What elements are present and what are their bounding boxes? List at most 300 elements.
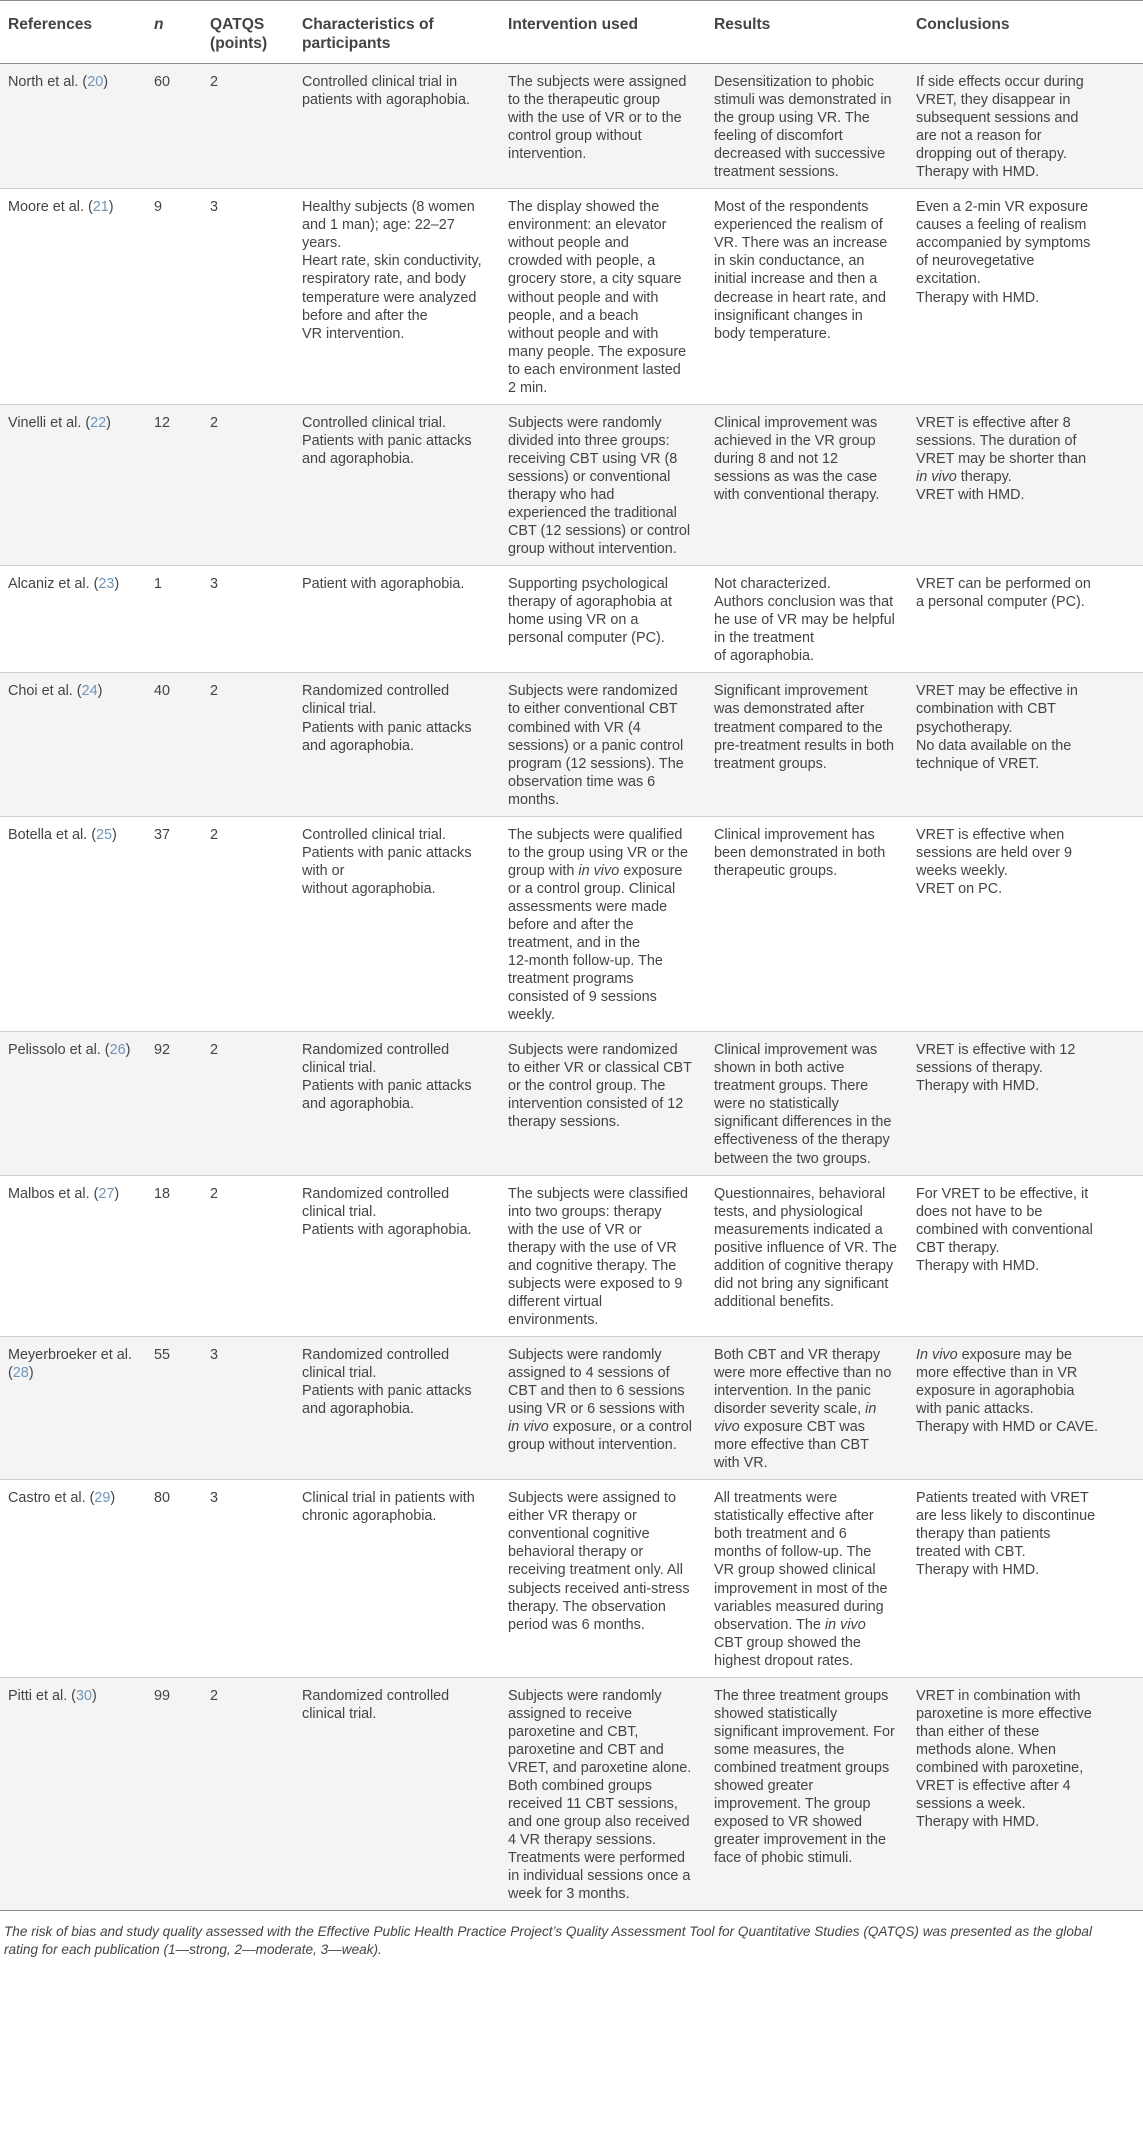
- cell-reference: [0, 566, 146, 673]
- reference-close: ): [28, 1365, 34, 1381]
- cell-text: group without intervention.: [508, 1437, 677, 1454]
- cell-line: environments.: [508, 1311, 599, 1328]
- reference-link[interactable]: 30: [75, 1687, 92, 1704]
- cell-results: [706, 816, 908, 1032]
- cell-line: [916, 1400, 1135, 1418]
- cell-line: many people. The exposure: [508, 343, 687, 360]
- cell-line: in individual sessions once a: [508, 1868, 691, 1885]
- table-footnote: [0, 1911, 1143, 1959]
- cell-text: CBT and then to 6 sessions: [508, 1383, 685, 1400]
- column-header-line: (points): [210, 35, 268, 52]
- cell-qatqs: 2: [202, 1032, 294, 1175]
- cell-line: [916, 1346, 1135, 1364]
- cell-text: both treatment and 6: [714, 1526, 847, 1543]
- cell-line: does not have to be: [916, 1203, 1043, 1220]
- cell-line: [508, 1418, 698, 1436]
- cell-line: with the use of VR or: [508, 1221, 642, 1238]
- cell-intervention: [500, 566, 706, 673]
- reference-link[interactable]: 27: [98, 1185, 115, 1202]
- cell-line: measurements indicated a: [714, 1221, 883, 1238]
- cell-line: The subjects were assigned: [508, 74, 687, 90]
- cell-line: subjects received anti-stress: [508, 1580, 690, 1597]
- cell-line: face of phobic stimuli.: [714, 1850, 853, 1867]
- cell-line: causes a feeling of realism: [916, 217, 1087, 234]
- cell-line: sessions) or a panic control: [508, 737, 684, 754]
- cell-line: Significant improvement: [714, 683, 868, 700]
- cell-conclusions: [908, 1480, 1143, 1677]
- table-header: [0, 1, 1143, 64]
- cell-line: VRET is effective after 4: [916, 1777, 1071, 1794]
- table-body: [0, 64, 1143, 1911]
- reference-author: Vinelli et al. (: [8, 414, 91, 431]
- cell-line: without agoraphobia.: [302, 880, 436, 897]
- reference-link[interactable]: 28: [12, 1365, 29, 1381]
- cell-text: treatment, and in the: [508, 935, 640, 952]
- cell-line: Both combined groups: [508, 1777, 652, 1794]
- reference-close: ): [114, 1185, 120, 1202]
- cell-line: Subjects were assigned to: [508, 1490, 676, 1507]
- cell-line: therapy sessions.: [508, 1114, 620, 1131]
- cell-line: clinical trial.: [302, 1365, 377, 1381]
- cell-line: to each environment lasted: [508, 361, 681, 378]
- cell-line: with conventional therapy.: [714, 486, 880, 503]
- cell-line: [916, 432, 1135, 450]
- cell-line: [508, 880, 698, 898]
- cell-text: exposure in agoraphobia: [916, 1383, 1075, 1400]
- cell-line: VRET can be performed on: [916, 576, 1091, 593]
- cell-line: [714, 1525, 900, 1543]
- cell-line: Clinical trial in patients with: [302, 1490, 475, 1507]
- cell-text: or a control group. Clinical: [508, 880, 676, 897]
- italic-text: vivo: [714, 1419, 740, 1436]
- cell-intervention: [500, 404, 706, 565]
- cell-intervention: [500, 816, 706, 1032]
- cell-line: before and after the: [302, 307, 428, 324]
- cell-results: [706, 404, 908, 565]
- cell-text: highest dropout rates.: [714, 1652, 854, 1669]
- cell-line: For VRET to be effective, it: [916, 1185, 1089, 1202]
- reference-close: ): [112, 826, 117, 843]
- cell-conclusions: [908, 1032, 1143, 1175]
- cell-line: environment: an elevator: [508, 217, 667, 234]
- cell-line: [508, 1364, 698, 1382]
- cell-line: were no statistically: [714, 1096, 839, 1113]
- cell-line: [714, 1382, 900, 1400]
- cell-text: statistically effective after: [714, 1508, 874, 1525]
- cell-text: were more effective than no: [714, 1365, 892, 1381]
- cell-text: to the group using VR or the: [508, 844, 688, 861]
- cell-line: [508, 1436, 698, 1454]
- cell-n: 55: [146, 1336, 202, 1479]
- column-header-references: [0, 1, 146, 64]
- reference-link[interactable]: 23: [98, 576, 115, 593]
- cell-line: significant improvement. For: [714, 1723, 895, 1740]
- cell-line: paroxetine and CBT,: [508, 1723, 639, 1740]
- cell-line: excitation.: [916, 271, 981, 288]
- cell-line: VRET may be effective in: [916, 683, 1078, 700]
- cell-characteristics: [294, 1677, 500, 1911]
- cell-line: than either of these: [916, 1723, 1040, 1740]
- cell-n: 80: [146, 1480, 202, 1677]
- cell-line: The display showed the: [508, 199, 660, 216]
- cell-line: group without intervention.: [508, 541, 677, 558]
- cell-line: Controlled clinical trial.: [302, 414, 446, 431]
- cell-intervention: [500, 1336, 706, 1479]
- cell-line: with the use of VR or to the: [508, 110, 682, 127]
- cell-line: and 1 man); age: 22–27: [302, 217, 455, 234]
- cell-line: receiving CBT using VR (8: [508, 450, 678, 467]
- cell-line: methods alone. When: [916, 1741, 1056, 1758]
- reference-close: ): [110, 1490, 116, 1507]
- cell-results: [706, 673, 908, 816]
- cell-reference: [0, 404, 146, 565]
- cell-line: Patients with panic attacks: [302, 432, 472, 449]
- cell-line: treatment groups. There: [714, 1078, 869, 1095]
- cell-line: decreased with successive: [714, 146, 886, 163]
- cell-line: Patients with panic attacks: [302, 1078, 472, 1095]
- reference-link[interactable]: 21: [92, 199, 109, 216]
- cell-line: [508, 1346, 698, 1364]
- reference-link[interactable]: 24: [81, 683, 98, 700]
- cell-text: intervention. In the panic: [714, 1383, 871, 1400]
- cell-text: Subjects were randomly: [508, 1346, 662, 1363]
- footnote-line: rating for each publication (1—strong, 2—moderate, 3—weak).: [4, 1942, 382, 1958]
- cell-text: group with: [508, 862, 579, 879]
- reference-close: ): [97, 683, 103, 700]
- italic-text: in vivo: [824, 1616, 866, 1633]
- cell-text: 12-month follow-up. The: [508, 953, 663, 970]
- cell-qatqs: 3: [202, 189, 294, 405]
- cell-characteristics: [294, 1336, 500, 1479]
- cell-line: clinical trial.: [302, 1705, 377, 1722]
- cell-line: therapy than patients: [916, 1526, 1051, 1543]
- table-row: [0, 189, 1143, 405]
- reference-author: Alcaniz et al. (: [8, 576, 99, 593]
- table-row: [0, 64, 1143, 189]
- cell-line: [916, 1364, 1135, 1382]
- cell-line: and agoraphobia.: [302, 1096, 415, 1113]
- cell-characteristics: [294, 673, 500, 816]
- cell-line: weeks weekly.: [916, 862, 1008, 879]
- cell-characteristics: [294, 566, 500, 673]
- cell-line: [916, 450, 1135, 468]
- cell-intervention: [500, 189, 706, 405]
- cell-text: sessions. The duration of: [916, 432, 1077, 449]
- cell-line: decrease in heart rate, and: [714, 289, 886, 306]
- reference-author: Choi et al. (: [8, 683, 82, 700]
- reference-link[interactable]: 29: [94, 1490, 111, 1507]
- cell-line: without people and with: [508, 325, 659, 342]
- cell-line: [508, 1006, 698, 1024]
- cell-line: therapy who had: [508, 486, 615, 503]
- cell-text: Both CBT and VR therapy: [714, 1346, 881, 1363]
- cell-line: in the treatment: [714, 630, 814, 647]
- cell-line: CBT (12 sessions) or control: [508, 523, 691, 540]
- cell-line: people, and a beach: [508, 307, 639, 324]
- cell-line: Most of the respondents: [714, 199, 869, 216]
- reference-link[interactable]: 22: [90, 414, 107, 431]
- column-header-conclusions: [908, 1, 1143, 64]
- cell-line: sessions a week.: [916, 1796, 1026, 1813]
- cell-characteristics: [294, 816, 500, 1032]
- cell-line: and one group also received: [508, 1814, 690, 1831]
- cell-line: years.: [302, 235, 342, 252]
- cell-line: patients with agoraphobia.: [302, 92, 471, 109]
- cell-qatqs: 2: [202, 1175, 294, 1336]
- cell-conclusions: [908, 1336, 1143, 1479]
- cell-line: dropping out of therapy.: [916, 146, 1067, 163]
- cell-line: Authors conclusion was that: [714, 594, 894, 611]
- cell-line: stimuli was demonstrated in: [714, 92, 892, 109]
- cell-line: and agoraphobia.: [302, 1401, 415, 1418]
- cell-qatqs: 2: [202, 816, 294, 1032]
- cell-line: VRET, and paroxetine alone.: [508, 1759, 692, 1776]
- cell-line: The subjects were classified: [508, 1185, 688, 1202]
- cell-line: clinical trial.: [302, 701, 377, 718]
- cell-n: 99: [146, 1677, 202, 1911]
- cell-line: achieved in the VR group: [714, 432, 876, 449]
- table-row: [0, 1175, 1143, 1336]
- cell-line: to either VR or classical CBT: [508, 1060, 692, 1077]
- cell-conclusions: [908, 1175, 1143, 1336]
- cell-text: more effective than CBT: [714, 1437, 869, 1454]
- cell-line: Healthy subjects (8 women: [302, 199, 475, 216]
- cell-line: tests, and physiological: [714, 1203, 863, 1220]
- cell-reference: [0, 1336, 146, 1479]
- cell-line: [508, 952, 698, 970]
- cell-text: VRET may be shorter than: [916, 450, 1087, 467]
- cell-line: treated with CBT.: [916, 1544, 1026, 1561]
- cell-line: and agoraphobia.: [302, 737, 415, 754]
- cell-line: Heart rate, skin conductivity,: [302, 253, 482, 270]
- cell-text: VR group showed clinical: [714, 1562, 876, 1579]
- reference-author: Moore et al. (: [8, 199, 93, 216]
- italic-text: in vivo: [578, 862, 620, 879]
- reference-author: Castro et al. (: [8, 1490, 95, 1507]
- cell-intervention: [500, 1677, 706, 1911]
- cell-line: addition of cognitive therapy: [714, 1257, 894, 1274]
- cell-line: sessions of therapy.: [916, 1060, 1043, 1077]
- cell-text: VRET with HMD.: [916, 486, 1025, 503]
- cell-line: therapy of agoraphobia at: [508, 594, 673, 611]
- cell-characteristics: [294, 189, 500, 405]
- cell-results: [706, 64, 908, 189]
- reference-link[interactable]: 26: [109, 1042, 126, 1059]
- cell-line: combined with paroxetine,: [916, 1759, 1084, 1776]
- header-row: [0, 1, 1143, 64]
- cell-text: exposure, or a control: [548, 1419, 692, 1436]
- reference-link[interactable]: 20: [87, 74, 104, 90]
- cell-line: additional benefits.: [714, 1293, 835, 1310]
- column-header-line: Intervention used: [508, 16, 638, 33]
- cell-results: [706, 566, 908, 673]
- cell-text: exposure: [619, 862, 683, 879]
- cell-line: [714, 1561, 900, 1579]
- column-header-line: QATQS: [210, 16, 265, 33]
- cell-intervention: [500, 1032, 706, 1175]
- cell-line: and agoraphobia.: [302, 450, 415, 467]
- table-row: [0, 1032, 1143, 1175]
- cell-line: Therapy with HMD.: [916, 289, 1040, 306]
- cell-line: of neurovegetative: [916, 253, 1035, 270]
- cell-line: therapy with the use of VR: [508, 1239, 677, 1256]
- cell-line: Even a 2-min VR exposure: [916, 199, 1088, 216]
- cell-line: treatment sessions.: [714, 164, 839, 181]
- cell-line: some measures, the: [714, 1741, 845, 1758]
- cell-reference: [0, 1480, 146, 1677]
- cell-line: VRET in combination with: [916, 1687, 1081, 1704]
- reference-author: Pelissolo et al. (: [8, 1042, 110, 1059]
- cell-text: with panic attacks.: [916, 1401, 1034, 1418]
- cell-n: 92: [146, 1032, 202, 1175]
- reference-author: North et al. (: [8, 74, 88, 90]
- cell-results: [706, 1032, 908, 1175]
- cell-intervention: [500, 1175, 706, 1336]
- cell-line: control group without: [508, 128, 642, 145]
- cell-line: [714, 1507, 900, 1525]
- cell-line: exposed to VR showed: [714, 1814, 862, 1831]
- cell-text: VRET is effective after 8: [916, 414, 1071, 431]
- cell-line: clinical trial.: [302, 1203, 377, 1220]
- cell-line: insignificant changes in: [714, 307, 863, 324]
- cell-qatqs: 2: [202, 1677, 294, 1911]
- cell-line: CBT therapy.: [916, 1239, 1000, 1256]
- cell-line: Controlled clinical trial.: [302, 826, 446, 843]
- cell-line: Randomized controlled: [302, 1687, 450, 1704]
- column-header-line: References: [8, 16, 93, 33]
- cell-line: pre-treatment results in both: [714, 737, 894, 754]
- cell-line: [714, 1418, 900, 1436]
- cell-line: Controlled clinical trial in: [302, 74, 458, 90]
- cell-line: temperature were analyzed: [302, 289, 477, 306]
- cell-line: home using VR on a: [508, 612, 639, 629]
- cell-line: clinical trial.: [302, 1060, 377, 1077]
- cell-line: sessions as was the case: [714, 468, 878, 485]
- cell-text: The subjects were qualified: [508, 826, 683, 843]
- cell-text: Therapy with HMD or CAVE.: [916, 1419, 1099, 1436]
- cell-qatqs: 3: [202, 1480, 294, 1677]
- cell-line: showed statistically: [714, 1705, 838, 1722]
- column-header-n: [146, 1, 202, 64]
- cell-line: [508, 1382, 698, 1400]
- cell-line: combined with VR (4: [508, 719, 641, 736]
- reference-author: Botella et al. (: [8, 826, 96, 843]
- cell-reference: [0, 673, 146, 816]
- cell-line: subsequent sessions and: [916, 110, 1079, 127]
- cell-line: to the therapeutic group: [508, 92, 661, 109]
- cell-line: receiving treatment only. All: [508, 1562, 683, 1579]
- cell-line: [714, 1436, 900, 1454]
- cell-line: assigned to receive: [508, 1705, 632, 1722]
- cell-n: 18: [146, 1175, 202, 1336]
- table-row: [0, 566, 1143, 673]
- cell-reference: [0, 1677, 146, 1911]
- reference-close: ): [106, 414, 111, 431]
- cell-line: in skin conductance, an: [714, 253, 865, 270]
- cell-conclusions: [908, 189, 1143, 405]
- cell-line: [508, 1400, 698, 1418]
- cell-line: Randomized controlled: [302, 1185, 450, 1202]
- cell-intervention: [500, 673, 706, 816]
- cell-line: [714, 1616, 900, 1634]
- cell-line: sessions are held over 9: [916, 844, 1072, 861]
- cell-line: paroxetine is more effective: [916, 1705, 1092, 1722]
- cell-line: during 8 and not 12: [714, 450, 839, 467]
- cell-line: chronic agoraphobia.: [302, 1508, 437, 1525]
- cell-line: Randomized controlled: [302, 683, 450, 700]
- cell-line: [714, 1543, 900, 1561]
- cell-n: 9: [146, 189, 202, 405]
- cell-text: observation. The: [714, 1616, 825, 1633]
- cell-text: months of follow-up. The: [714, 1544, 872, 1561]
- cell-line: did not bring any significant: [714, 1275, 889, 1292]
- cell-line: VRET is effective when: [916, 826, 1065, 843]
- cell-line: [714, 1454, 900, 1472]
- cell-characteristics: [294, 1175, 500, 1336]
- cell-results: [706, 1480, 908, 1677]
- cell-line: [916, 1418, 1135, 1436]
- cell-line: psychotherapy.: [916, 719, 1013, 736]
- cell-line: [916, 468, 1135, 486]
- cell-line: VR intervention.: [302, 325, 405, 342]
- cell-text: before and after the: [508, 916, 634, 933]
- cell-line: [714, 1652, 900, 1670]
- reference-link[interactable]: 25: [96, 826, 113, 843]
- cell-qatqs: 2: [202, 64, 294, 189]
- cell-conclusions: [908, 566, 1143, 673]
- reference-author: Malbos et al. (: [8, 1185, 99, 1202]
- cell-line: Randomized controlled: [302, 1042, 450, 1059]
- italic-text: in vivo: [508, 1419, 549, 1436]
- cell-line: Patient with agoraphobia.: [302, 576, 465, 593]
- cell-conclusions: [908, 673, 1143, 816]
- cell-line: behavioral therapy or: [508, 1544, 644, 1561]
- cell-line: between the two groups.: [714, 1150, 871, 1167]
- cell-line: paroxetine and CBT and: [508, 1741, 664, 1758]
- cell-line: 4 VR therapy sessions.: [508, 1832, 656, 1849]
- cell-line: Subjects were randomly: [508, 414, 662, 431]
- cell-line: program (12 sessions). The: [508, 755, 684, 772]
- cell-line: Supporting psychological: [508, 576, 668, 593]
- cell-line: treatment groups.: [714, 755, 827, 772]
- cell-qatqs: 2: [202, 673, 294, 816]
- cell-line: shown in both active: [714, 1060, 845, 1077]
- cell-line: without people and: [508, 235, 629, 252]
- cell-line: [714, 1364, 900, 1382]
- cell-line: VRET is effective with 12: [916, 1042, 1076, 1059]
- cell-line: Subjects were randomized: [508, 683, 678, 700]
- cell-text: more effective than in VR: [916, 1365, 1078, 1381]
- cell-line: showed greater: [714, 1777, 814, 1794]
- footnote-line: The risk of bias and study quality assessed with the Effective Public Health Practice Project’s Quality Assessment Tool for Quantitative Studies (QATQS) was presented as the global: [4, 1924, 1093, 1940]
- cell-line: [714, 1346, 900, 1364]
- cell-reference: [0, 1175, 146, 1336]
- cell-line: different virtual: [508, 1293, 603, 1310]
- cell-conclusions: [908, 404, 1143, 565]
- cell-line: months.: [508, 791, 560, 808]
- cell-text: weekly.: [508, 1007, 555, 1024]
- cell-line: experienced the realism of: [714, 217, 883, 234]
- cell-n: 37: [146, 816, 202, 1032]
- cell-line: [714, 1580, 900, 1598]
- table-row: [0, 673, 1143, 816]
- cell-line: [714, 1634, 900, 1652]
- cell-line: Subjects were randomized: [508, 1042, 678, 1059]
- cell-line: [508, 826, 698, 844]
- table-row: [0, 1677, 1143, 1911]
- table-row: [0, 1480, 1143, 1677]
- cell-line: [714, 1489, 900, 1507]
